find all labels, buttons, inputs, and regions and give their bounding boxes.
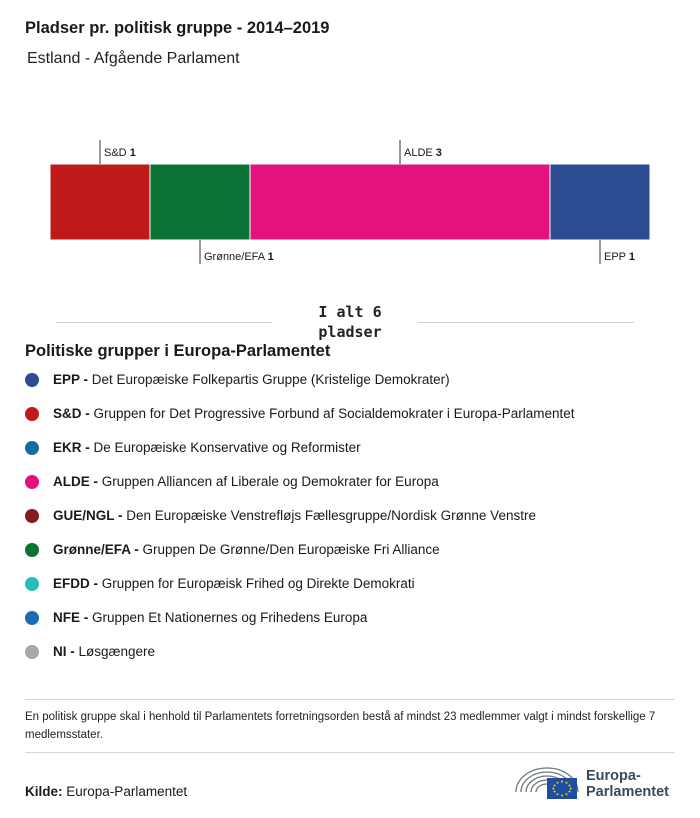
label-alde: ALDE 3 xyxy=(404,147,442,159)
label-s-d: S&D 1 xyxy=(104,147,136,159)
footnote: En politisk gruppe skal i henhold til Parlamentets forretningsorden bestå af mindst 23 medlemmer valgt i mindst forskellige 7 medlemsstater. xyxy=(25,711,656,741)
legend-dot xyxy=(25,373,39,387)
legend-dot xyxy=(25,577,39,591)
source-value: Europa-Parlamentet xyxy=(66,784,188,799)
seat-bar-chart xyxy=(0,120,700,280)
legend-title: Politiske grupper i Europa-Parlamentet xyxy=(25,342,331,360)
legend-dot xyxy=(25,407,39,421)
legend-name: Gruppen for Det Progressive Forbund af Socialdemokrater i Europa-Parlamentet xyxy=(93,406,575,421)
legend-abbr: ALDE - xyxy=(53,474,98,489)
legend-name: Gruppen De Grønne/Den Europæiske Fri Alliance xyxy=(142,542,440,557)
divider-top xyxy=(25,699,675,700)
total-divider-left xyxy=(56,322,272,323)
total-line2: pladser xyxy=(318,323,382,341)
legend-name: Den Europæiske Venstrefløjs Fællesgruppe/Nordisk Grønne Venstre xyxy=(126,508,536,523)
legend-abbr: NFE - xyxy=(53,610,89,625)
logo-line1: Europa- xyxy=(586,768,641,784)
legend-name: De Europæiske Konservative og Reformister xyxy=(93,440,361,455)
legend-abbr: EFDD - xyxy=(53,576,98,591)
label-gr-nne-efa: Grønne/EFA 1 xyxy=(204,251,274,263)
legend-abbr: Grønne/EFA - xyxy=(53,542,139,557)
total-label xyxy=(300,302,400,342)
legend-abbr: EPP - xyxy=(53,372,89,387)
legend-dot xyxy=(25,543,39,557)
bar-gr-nne-efa xyxy=(150,164,250,240)
european-parliament-logo-icon xyxy=(513,762,581,802)
bar-epp xyxy=(550,164,650,240)
divider-bottom xyxy=(25,752,675,753)
bar-s-d xyxy=(50,164,150,240)
legend-dot xyxy=(25,475,39,489)
legend-dot xyxy=(25,441,39,455)
legend-abbr: EKR - xyxy=(53,440,90,455)
legend-abbr: S&D - xyxy=(53,406,90,421)
legend-name: Gruppen for Europæisk Frihed og Direkte Demokrati xyxy=(101,576,415,591)
chart-subtitle: Estland - Afgående Parlament xyxy=(27,50,240,67)
legend-name: Det Europæiske Folkepartis Gruppe (Kristelige Demokrater) xyxy=(91,372,450,387)
chart-title: Pladser pr. politisk gruppe - 2014–2019 xyxy=(25,19,330,37)
legend-name: Gruppen Et Nationernes og Frihedens Europa xyxy=(92,610,368,625)
legend-abbr: GUE/NGL - xyxy=(53,508,123,523)
total-line1: I alt 6 xyxy=(318,303,382,321)
source-label: Kilde: xyxy=(25,784,63,799)
logo-line2: Parlamentet xyxy=(586,784,670,800)
legend-name: Løsgængere xyxy=(78,644,156,659)
total-divider-right xyxy=(418,322,634,323)
legend-abbr: NI - xyxy=(53,644,75,659)
legend-dot xyxy=(25,611,39,625)
total-seats xyxy=(0,300,700,344)
source xyxy=(25,784,187,799)
legend-name: Gruppen Alliancen af Liberale og Demokrater for Europa xyxy=(101,474,439,489)
label-epp: EPP 1 xyxy=(604,251,635,263)
legend-dot xyxy=(25,509,39,523)
bar-alde xyxy=(250,164,550,240)
legend-dot xyxy=(25,645,39,659)
logo-text xyxy=(586,768,669,800)
